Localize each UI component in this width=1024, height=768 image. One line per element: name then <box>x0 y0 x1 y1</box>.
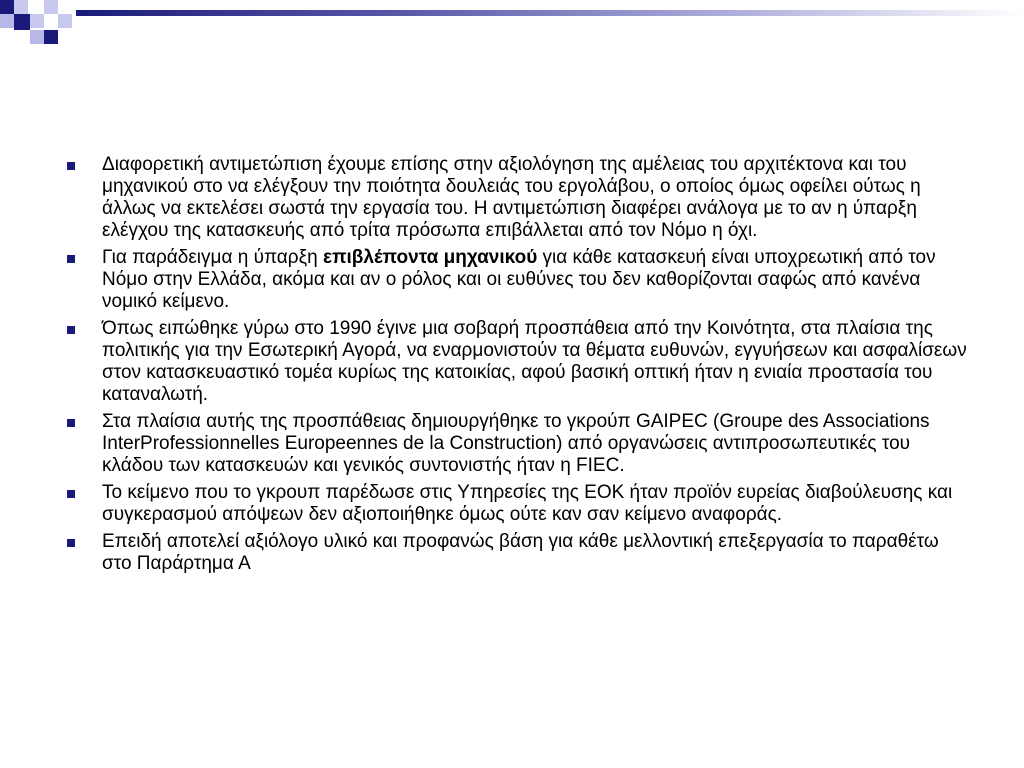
bullet-item <box>64 318 969 406</box>
square-bullet-icon <box>67 255 75 263</box>
decor-square <box>14 14 30 30</box>
decor-square <box>30 30 44 44</box>
decor-square <box>0 0 14 14</box>
bullet-text: Στα πλαίσια αυτής της προσπάθειας δημιουργήθηκε το γκρούπ GAIPEC (Groupe des Associations InterProfessionnelles Europeennes de la Construction) από οργανώσεις αντιπροσωπευτικές του κλάδου των κατασκευών και γενικός συντονιστής ήταν η FIEC. <box>102 411 930 476</box>
square-bullet-icon <box>67 326 75 334</box>
bullet-text: Επειδή αποτελεί αξιόλογο υλικό και προφανώς βάση για κάθε μελλοντική επεξεργασία το παραθέτω στο Παράρτημα Α <box>102 531 939 574</box>
square-bullet-icon <box>67 162 75 170</box>
bullet-item <box>64 482 969 526</box>
square-bullet-icon <box>67 419 75 427</box>
bullet-item <box>64 411 969 477</box>
header-gradient-bar <box>76 10 1024 16</box>
slide-body <box>64 154 969 580</box>
decor-square <box>44 30 58 44</box>
bullet-text-post: για κάθε κατασκευή είναι υποχρεωτική από τον Νόμο στην Ελλάδα, ακόμα και αν ο ρόλος και οι ευθύνες του δεν καθορίζονται σαφώς από κανένα νομικό κείμενο. <box>102 247 936 312</box>
decor-square <box>44 0 58 14</box>
decor-square <box>30 14 44 28</box>
bullet-item <box>64 531 969 575</box>
decor-square <box>14 0 28 14</box>
decor-square <box>0 14 14 28</box>
bullet-text: Όπως ειπώθηκε γύρω στο 1990 έγινε μια σοβαρή προσπάθεια από την Κοινότητα, στα πλαίσια της πολιτικής για την Εσωτερική Αγορά, να εναρμονιστούν τα θέματα ευθυνών, εγγυήσεων και ασφαλίσεων στον κατασκευαστικό τομέα κυρίως της κατοικίας, αφού βασική οπτική ήταν η ενιαία προστασία του καταναλωτή. <box>102 318 967 405</box>
bullet-item <box>64 154 969 242</box>
bullet-text: Διαφορετική αντιμετώπιση έχουμε επίσης στην αξιολόγηση της αμέλειας του αρχιτέκτονα και του μηχανικού στο να ελέγξουν την ποιότητα δουλειάς του εργολάβου, ο οποίος όμως οφείλει ούτως η άλλως να εκτελέσει σωστά την εργασία του. Η αντιμετώπιση διαφέρει ανάλογα με το αν η ύπαρξη ελέγχου της κατασκευής από τρίτα πρόσωπα επιβάλλεται από τον Νόμο η όχι. <box>102 154 921 241</box>
bullet-text-pre: Για παράδειγμα η ύπαρξη <box>102 247 323 268</box>
bullet-text-bold: επιβλέποντα μηχανικού <box>322 247 538 268</box>
decor-square <box>58 14 72 28</box>
bullet-list <box>64 154 969 575</box>
square-bullet-icon <box>67 490 75 498</box>
bullet-item <box>64 247 969 313</box>
bullet-text: Το κείμενο που το γκρουπ παρέδωσε στις Υπηρεσίες της ΕΟΚ ήταν προϊόν ευρείας διαβούλευσης και συγκερασμού απόψεων δεν αξιοποιήθηκε όμως ούτε καν σαν κείμενο αναφοράς. <box>102 482 953 525</box>
square-bullet-icon <box>67 539 75 547</box>
